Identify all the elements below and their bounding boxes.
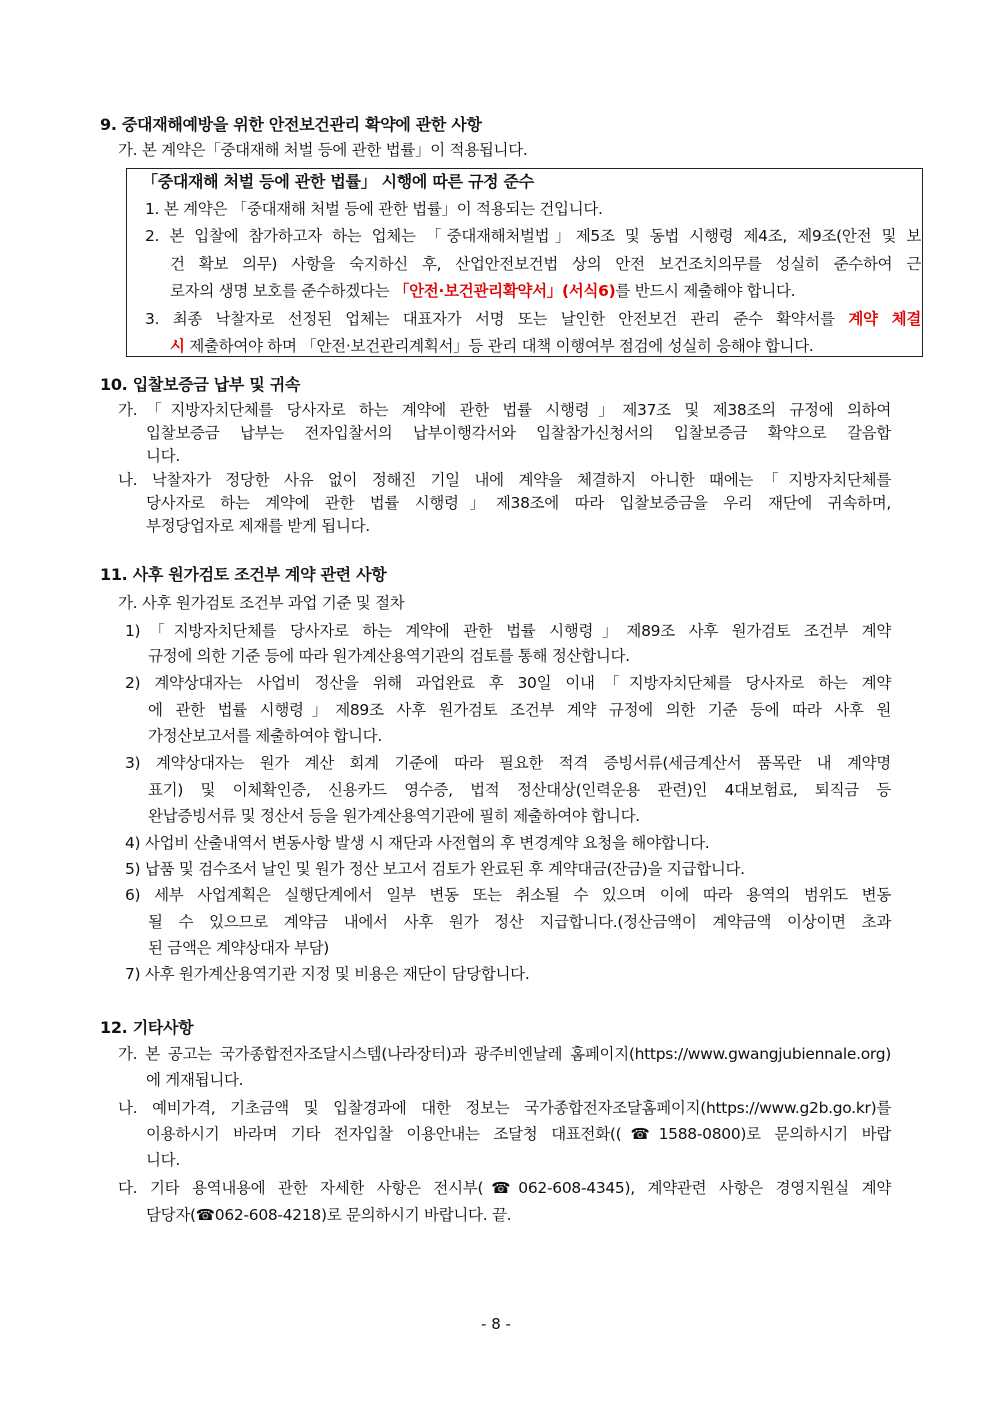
safety-pledge-form-ref: 「안전·보건관리확약서」(서식6): [393, 282, 616, 300]
section-10-na-line-1: 나. 낙찰자가 정당한 사유 없이 정해진 기일 내에 계약을 체결하지 아니한 때에는「지방자치단체를: [118, 471, 891, 489]
section-9-item-ga: 가. 본 계약은「중대재해 처벌 등에 관한 법률」이 적용됩니다.: [118, 141, 528, 159]
section-11-item-2-line-2: 에 관한 법률 시행령」제89조 사후 원가검토 조건부 계약 규정에 의한 기준 등에 따라 사후 원: [148, 701, 891, 719]
contract-signing-emphasis-end: 시: [170, 337, 185, 355]
page-number: - 8 -: [481, 1315, 511, 1333]
section-11-item-1-line-2: 규정에 의한 기준 등에 따라 원가계산용역기관의 검토를 통해 정산합니다.: [148, 647, 630, 665]
section-10-na-line-3: 부정당업자로 제재를 받게 됩니다.: [146, 517, 370, 535]
box-item-2-line-2: 건 확보 의무) 사항을 숙지하신 후, 산업안전보건법 상의 안전 보건조치의무를 성실히 준수하여 근: [170, 255, 921, 273]
section-11-item-6-line-2: 될 수 있으므로 계약금 내에서 사후 원가 정산 지급합니다.(정산금액이 계약금액 이상이면 초과: [148, 913, 891, 931]
section-12-ga-line-2: 에 게재됩니다.: [146, 1071, 244, 1089]
section-10-ga-line-2: 입찰보증금 납부는 전자입찰서의 납부이행각서와 입찰참가신청서의 입찰보증금 확약으로 갈음합: [146, 424, 891, 442]
section-11-title: 11. 사후 원가검토 조건부 계약 관련 사항: [100, 565, 387, 584]
box-title: 「중대재해 처벌 등에 관한 법률」 시행에 따른 규정 준수: [142, 172, 534, 191]
section-11-item-ga: 가. 사후 원가검토 조건부 과업 기준 및 절차: [118, 594, 405, 612]
section-12-title: 12. 기타사항: [100, 1018, 194, 1037]
section-12-ga-line-1: 가. 본 공고는 국가종합전자조달시스템(나라장터)과 광주비엔날레 홈페이지(https://www.gwangjubiennale.org): [118, 1045, 891, 1063]
section-12-na-line-1: 나. 예비가격, 기초금액 및 입찰경과에 대한 정보는 국가종합전자조달홈페이지(https://www.g2b.go.kr)를: [118, 1099, 891, 1117]
section-10-ga-line-3: 니다.: [146, 447, 180, 465]
section-12-na-line-2: 이용하시기 바라며 기타 전자입찰 이용안내는 조달청 대표전화((☎1588-0800)로 문의하시기 바랍: [146, 1125, 891, 1143]
box-item-1: 1. 본 계약은 「중대재해 처벌 등에 관한 법률」이 적용되는 건입니다.: [145, 200, 603, 218]
section-11-item-2-line-3: 가정산보고서를 제출하여야 합니다.: [148, 727, 382, 745]
section-11-item-3-line-2: 표기) 및 이체확인증, 신용카드 영수증, 법적 정산대상(인력운용 관련)인 4대보험료, 퇴직금 등: [148, 781, 891, 799]
box-item-3-text-end: 제출하여야 하며 「안전·보건관리계획서」등 관리 대책 이행여부 점검에 성실히 응해야 합니다.: [184, 337, 814, 355]
section-11-item-5: 5) 납품 및 검수조서 날인 및 원가 정산 보고서 검토가 완료된 후 계약대금(잔금)을 지급합니다.: [125, 860, 745, 878]
section-11-item-7: 7) 사후 원가계산용역기관 지정 및 비용은 재단이 담당합니다.: [125, 965, 530, 983]
section-9-title: 9. 중대재해예방을 위한 안전보건관리 확약에 관한 사항: [100, 115, 482, 134]
section-11-item-1-line-1: 1)「지방자치단체를 당사자로 하는 계약에 관한 법률 시행령」제89조 사후 원가검토 조건부 계약: [125, 622, 891, 640]
section-11-item-6-line-3: 된 금액은 계약상대자 부담): [148, 939, 330, 957]
section-11-item-3-line-3: 완납증빙서류 및 정산서 등을 원가계산용역기관에 필히 제출하여야 합니다.: [148, 807, 640, 825]
box-item-2-text-end: 를 반드시 제출해야 합니다.: [615, 282, 796, 300]
box-item-2-line-1: 2. 본 입찰에 참가하고자 하는 업체는 「중대재해처벌법」제5조 및 동법 시행령 제4조, 제9조(안전 및 보: [145, 227, 921, 245]
section-12-da-line-2: 담당자(☎062-608-4218)로 문의하시기 바랍니다. 끝.: [146, 1206, 512, 1224]
box-item-3-line-2: [170, 336, 814, 356]
box-item-2-text: 로자의 생명 보호를 준수하겠다는: [170, 282, 394, 300]
section-11-item-6-line-1: 6) 세부 사업계획은 실행단계에서 일부 변동 또는 취소될 수 있으며 이에 따라 용역의 범위도 변동: [125, 886, 891, 904]
contract-signing-emphasis: 계약 체결: [848, 310, 921, 328]
section-10-na-line-2: 당사자로 하는 계약에 관한 법률 시행령」제38조에 따라 입찰보증금을 우리 재단에 귀속하며,: [146, 494, 891, 512]
box-item-3-text: 3. 최종 낙찰자로 선정된 업체는 대표자가 서명 또는 날인한 안전보건 관리 준수 확약서를: [145, 310, 849, 328]
section-10-ga-line-1: 가.「지방자치단체를 당사자로 하는 계약에 관한 법률 시행령」제37조 및 제38조의 규정에 의하여: [118, 401, 891, 419]
section-12-na-line-3: 니다.: [146, 1151, 180, 1169]
box-item-3-line-1: [145, 309, 921, 329]
section-11-item-2-line-1: 2) 계약상대자는 사업비 정산을 위해 과업완료 후 30일 이내「지방자치단체를 당사자로 하는 계약: [125, 674, 891, 692]
section-11-item-3-line-1: 3) 계약상대자는 원가 계산 회계 기준에 따라 필요한 적격 증빙서류(세금계산서 품목란 내 계약명: [125, 754, 891, 772]
section-10-title: 10. 입찰보증금 납부 및 귀속: [100, 375, 301, 394]
section-11-item-4: 4) 사업비 산출내역서 변동사항 발생 시 재단과 사전협의 후 변경계약 요청을 해야합니다.: [125, 834, 710, 852]
box-item-2-line-3: [170, 281, 795, 301]
section-12-da-line-1: 다. 기타 용역내용에 관한 자세한 사항은 전시부(☎062-608-4345), 계약관련 사항은 경영지원실 계약: [118, 1179, 891, 1197]
